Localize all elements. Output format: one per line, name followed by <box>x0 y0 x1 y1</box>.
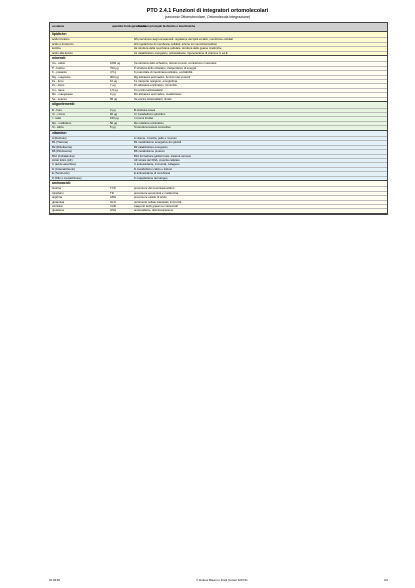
substance-cell: acido alfa-lipoico <box>52 50 73 55</box>
table-row <box>50 79 387 83</box>
table-row <box>50 46 387 50</box>
header-col-substance: sostanza <box>52 24 64 29</box>
document-title: PTO 2.4.1 Funzioni di integratori ortomolecolari <box>146 8 269 14</box>
table-row <box>50 162 387 166</box>
substance-cell: Cr - cromo <box>52 111 66 116</box>
table-row <box>50 195 387 199</box>
substance-cell: acido α-linolenico <box>52 41 74 46</box>
substance-cell: A (Retinolo) <box>52 135 67 140</box>
function-cell: Cr metabolismo glucidico <box>134 111 166 116</box>
section-title: oligoelementi: <box>52 102 75 107</box>
substance-cell: I - iodio <box>52 116 62 121</box>
substance-cell: glutamina <box>52 199 65 204</box>
table-row <box>50 149 387 153</box>
table-row <box>50 191 387 195</box>
function-cell: Si struttura tessuto connettivo <box>134 125 171 130</box>
function-cell: Se enzimi antiossidanti, tiroide <box>134 96 172 101</box>
quantity-cell: 700 µg <box>110 65 119 70</box>
quantity-cell: TR <box>110 190 114 195</box>
function-cell: Mn attivatore enzimatico, metabolismo <box>134 92 182 97</box>
quantity-cell <box>110 47 134 50</box>
function-cell: LE struttura della membrana cellulare, struttura delle guaine mieliniche <box>134 46 222 51</box>
function-cell: precursore dei neurotrasmettitori <box>134 186 175 191</box>
quantity-cell <box>110 150 134 153</box>
function-cell: B struttura ossea <box>134 107 156 112</box>
substance-cell: K (Fillo e menachinone) <box>52 175 82 180</box>
quantity-cell <box>110 168 134 171</box>
function-cell: A visione, crescita, pelle e mucose <box>134 135 177 140</box>
function-cell: AF sintesi del DNA, crescita cellulare <box>134 157 180 162</box>
quantity-cell: 10 µg <box>110 79 118 84</box>
quantity-cell <box>110 137 134 140</box>
footer-page-number: 2/2 <box>384 578 388 582</box>
substance-cell: tirosina <box>52 186 62 191</box>
table-row <box>50 116 387 120</box>
table-row <box>50 158 387 162</box>
table-row <box>50 70 387 74</box>
section-title: aminoacidi: <box>52 181 71 185</box>
quantity-cell: 150 µg <box>110 116 119 121</box>
quantity-cell: 2 µg <box>110 107 116 112</box>
table-row <box>50 145 387 149</box>
table-row <box>50 112 387 116</box>
table-row <box>50 171 387 175</box>
section-title: minerali: <box>52 56 67 61</box>
substance-cell: Mo - molibdeno <box>52 120 72 125</box>
substance-cell: Ca - calcio <box>52 61 66 66</box>
function-cell: P struttura dello scheletro, trasportatore di energia <box>134 65 197 70</box>
function-cell: Ω3 regolazione di membrane cellulari, azione sui neurotrasmettitori <box>134 41 217 46</box>
function-cell: B12 formazione globuli rossi, sistema nervoso <box>134 153 192 158</box>
quantity-cell: 50 µg <box>110 120 118 125</box>
table-row <box>50 97 387 101</box>
substance-cell: K - potassio <box>52 70 67 75</box>
substance-cell: Si - silicio <box>52 125 64 130</box>
section-vitamine <box>50 131 387 181</box>
function-cell: Mg attivatore enzimatico, funzioni dei muscoli <box>134 74 191 79</box>
section-minerali <box>50 56 387 102</box>
quantity-cell <box>110 43 134 46</box>
quantity-cell <box>110 159 134 162</box>
quantity-cell: 1000 µg <box>110 61 121 66</box>
table-row <box>50 140 387 144</box>
substance-cell: glutatione <box>52 208 65 213</box>
section-title: vitamine: <box>52 130 67 135</box>
function-cell: Ca struttura dello scheletro, stimoli nervosi, contrazione muscolare <box>134 61 217 66</box>
function-cell: Mo cofattore enzimatico <box>134 120 164 125</box>
substance-cell: B2 (Riboflavina) <box>52 144 72 149</box>
substance-cell: D (Colecalciferolo) <box>52 166 76 171</box>
function-cell: C antiossidante, immunità, collagene <box>134 162 180 167</box>
substance-cell: P - fosforo <box>52 65 65 70</box>
quantity-cell: 1,5 µg <box>110 87 118 92</box>
substance-cell: triptofano <box>52 190 64 195</box>
substance-cell: C (acido ascorbico) <box>52 162 77 167</box>
substance-cell: lecitina <box>52 46 61 51</box>
table-row <box>50 136 387 140</box>
table-row <box>50 204 387 208</box>
quantity-cell <box>110 52 134 55</box>
substance-cell: acido linoleico <box>52 37 70 42</box>
substance-cell: carnitina <box>52 204 63 209</box>
table-header <box>50 23 387 32</box>
section-title: lipidiche: <box>52 32 67 36</box>
function-cell: antiossidante, disintossicazione <box>134 208 174 213</box>
quantity-cell: GSH <box>110 208 117 213</box>
table-row <box>50 92 387 96</box>
page-footer <box>49 578 388 582</box>
quantity-cell: 60 µg <box>110 111 118 116</box>
table-row <box>50 37 387 41</box>
quantity-cell: 7 µg <box>110 83 116 88</box>
document-subtitle: (secondo Ottomolecolare, Ortomolecola integrazione) <box>164 15 251 19</box>
footer-date: 04.09.05 <box>49 578 60 582</box>
quantity-cell: CAR <box>110 204 116 209</box>
substance-cell: arginina <box>52 195 62 200</box>
functions-table <box>49 22 388 215</box>
quantity-cell: 3,5 g <box>110 70 117 75</box>
substance-cell: Mn - manganese <box>52 92 73 97</box>
table-row <box>50 83 387 87</box>
function-cell: E antiossidante di membrana <box>134 171 171 176</box>
table-row <box>50 208 387 212</box>
function-cell: K potenziale di membrana cellulare, eccitabilità <box>134 70 193 75</box>
table-sections <box>50 32 387 214</box>
header-col-functions: funzioni principali biofisiche e biochimiche <box>138 24 196 29</box>
table-row <box>50 51 387 55</box>
section-oligoelementi <box>50 102 387 130</box>
section-lipidiche <box>50 32 387 56</box>
quantity-cell <box>110 172 134 175</box>
quantity-cell <box>110 38 134 41</box>
function-cell: Zn attivatore enzimatico, immunità <box>134 83 177 88</box>
header-col-quantity: quantità fisiologica/media <box>112 24 147 29</box>
function-cell: B1 metabolismo energetico dei glucidi <box>134 140 182 145</box>
table-row <box>50 121 387 125</box>
substance-cell: Mg - magnesio <box>52 74 71 79</box>
function-cell: B2 catalizzatore energetico <box>134 144 168 149</box>
function-cell: precursore ossido di azoto <box>134 195 167 200</box>
function-cell: nutrimento cellule intestinali, immunità <box>134 199 182 204</box>
substance-cell: Cu - rame <box>52 87 65 92</box>
quantity-cell: 300 µg <box>110 74 119 79</box>
function-cell: I ormoni tiroidei <box>134 116 154 121</box>
quantity-cell <box>110 141 134 144</box>
quantity-cell <box>110 163 134 166</box>
table-row <box>50 186 387 190</box>
substance-cell: B6 (Piridossina) <box>52 149 72 154</box>
table-row <box>50 154 387 158</box>
quantity-cell: GLN <box>110 199 116 204</box>
table-row <box>50 88 387 92</box>
quantity-cell: 5 µg <box>110 125 116 130</box>
substance-cell: E (Tocoferolo) <box>52 171 70 176</box>
function-cell: Ω6 precursore degli eicosanoidi; regolatore dei lipidi ematici, membrane cellulari <box>134 37 234 42</box>
function-cell: precursore serotonina e melatonina <box>134 190 178 195</box>
function-cell: K coagulazione del sangue <box>134 175 168 180</box>
quantity-cell <box>110 155 134 158</box>
substance-cell: Acido folico (AF) <box>52 157 73 162</box>
substance-cell: B - boro <box>52 107 62 112</box>
substance-cell: B1 (Tiamina) <box>52 140 68 145</box>
function-cell: Fe trasporto ossigeno, emoglobina <box>134 79 178 84</box>
section-aminoacidi <box>50 181 387 214</box>
function-cell: AL catalizzatore energetico, antiossidante, rigenerazione di vitamine C ed E <box>134 50 228 55</box>
quantity-cell: 3 µg <box>110 92 116 97</box>
function-cell: Cu enzimi antiossidanti <box>134 87 163 92</box>
substance-cell: Zn - zinco <box>52 83 65 88</box>
table-row <box>50 167 387 171</box>
quantity-cell <box>110 177 134 180</box>
quantity-cell: TYR <box>110 186 116 191</box>
footer-copyright: © Dottore Bianco e Fratti Ternieri 2007/11 <box>196 578 248 582</box>
table-row <box>50 61 387 65</box>
quantity-cell <box>110 146 134 149</box>
function-cell: D metabolismo calcio e fosforo <box>134 166 173 171</box>
table-row <box>50 176 387 180</box>
quantity-cell: 55 µg <box>110 96 118 101</box>
table-row <box>50 108 387 112</box>
table-row <box>50 75 387 79</box>
table-row <box>50 66 387 70</box>
quantity-cell: ARG <box>110 195 117 200</box>
function-cell: B6 metabolismo proteico <box>134 149 165 154</box>
table-row <box>50 125 387 129</box>
substance-cell: Se - selenio <box>52 96 67 101</box>
substance-cell: Fe - ferro <box>52 79 64 84</box>
function-cell: trasporto acidi grassi nei mitocondri <box>134 204 178 209</box>
substance-cell: B12 (Cobalamina) <box>52 153 75 158</box>
table-row <box>50 200 387 204</box>
